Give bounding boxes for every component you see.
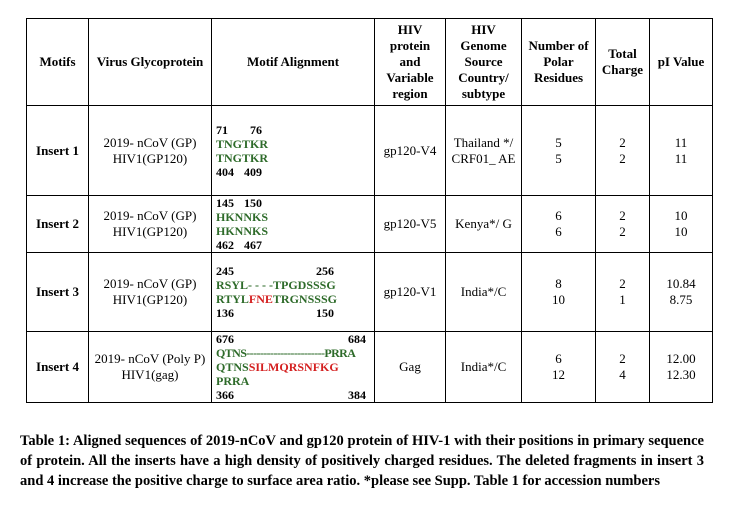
charge-value-1: 2: [619, 351, 626, 366]
header-hiv-region: HIV protein and Variable region: [375, 19, 446, 106]
sequence-hiv: TNGTKR: [216, 150, 269, 165]
polar-cell: [522, 332, 596, 403]
polar-cell: [522, 253, 596, 332]
sequence-hiv: HKNNKS: [216, 224, 269, 238]
sequence-ncov: TNGTKR: [216, 136, 269, 151]
pi-value-2: 12.30: [666, 367, 696, 382]
pos-start: 136: [216, 306, 234, 320]
polar-value-2: 5: [555, 150, 562, 166]
polar-value-2: 10: [552, 292, 565, 307]
polar-value-1: 6: [555, 351, 562, 366]
position-line-top: [216, 332, 366, 346]
deleted-fragment: FNE: [248, 292, 273, 306]
charge-cell: [596, 196, 650, 253]
table-row: [27, 253, 713, 332]
pos-end: 384: [348, 388, 366, 402]
pi-value-1: 10: [674, 208, 688, 223]
source-cell: India*/C: [446, 253, 522, 332]
region-cell: Gag: [375, 332, 446, 403]
pos-start: 145: [216, 196, 234, 210]
pos-start: 366: [216, 388, 234, 402]
header-row: [27, 19, 713, 106]
position-line-bottom: [216, 238, 262, 252]
polar-value-2: 12: [552, 367, 565, 382]
header-motif-alignment: Motif Alignment: [212, 19, 375, 106]
position-line-bottom: [216, 388, 366, 402]
pi-cell: [650, 196, 713, 253]
deleted-fragment: SILMQRSNFKG: [248, 360, 339, 374]
alignment-cell: [212, 106, 375, 196]
pos-end: 467: [244, 238, 262, 252]
alignment-table: [26, 18, 713, 403]
alignment-cell: [212, 196, 375, 253]
header-pi-value: pI Value: [650, 19, 713, 106]
virus-name-1: 2019- nCoV (GP): [103, 134, 197, 150]
sequence-hiv: [216, 360, 371, 388]
region-cell: gp120-V1: [375, 253, 446, 332]
pos-start: 71: [216, 122, 228, 137]
alignment-cell: [212, 253, 375, 332]
source-cell: India*/C: [446, 332, 522, 403]
table-row: [27, 106, 713, 196]
polar-value-1: 8: [555, 276, 562, 291]
polar-cell: [522, 106, 596, 196]
sequence-segment: RTYL: [216, 292, 249, 306]
pos-end: 409: [244, 164, 262, 179]
pos-start: 462: [216, 238, 234, 252]
polar-value-2: 6: [555, 224, 562, 239]
polar-cell: [522, 196, 596, 253]
region-cell: gp120-V4: [375, 106, 446, 196]
pos-end: 256: [316, 264, 334, 278]
polar-value-1: 6: [555, 208, 562, 223]
pi-cell: [650, 106, 713, 196]
pi-value-2: 8.75: [669, 292, 693, 307]
pos-start: 404: [216, 164, 234, 179]
motif-cell: Insert 3: [27, 253, 89, 332]
charge-value-1: 2: [619, 276, 626, 291]
source-cell: Thailand */ CRF01_ AE: [446, 106, 522, 196]
alignment-cell: [212, 332, 375, 403]
sequence-hiv: [216, 292, 371, 306]
header-hiv-source: HIV Genome Source Country/ subtype: [446, 19, 522, 106]
charge-cell: [596, 106, 650, 196]
pi-cell: [650, 332, 713, 403]
table-caption: Table 1: Aligned sequences of 2019-nCoV and gp120 protein of HIV-1 with their positions in primary sequence of protein. All the inserts have a high density of positively charged residues. The deleted fragments in insert 3 and 4 increase the positive charge to surface area ratio. *please see Supp. Table 1 for accession numbers: [20, 433, 704, 489]
virus-name-1: 2019- nCoV (GP): [103, 208, 197, 223]
table-row: [27, 196, 713, 253]
position-line-top: [216, 264, 334, 278]
motif-cell: Insert 4: [27, 332, 89, 403]
virus-cell: [89, 106, 212, 196]
sequence-segment: PRRA: [216, 374, 250, 388]
table-row: [27, 332, 713, 403]
charge-value-2: 1: [619, 292, 626, 307]
sequence-segment: QTNS: [216, 360, 249, 374]
charge-value-1: 2: [619, 134, 626, 150]
pi-value-2: 10: [674, 224, 688, 239]
virus-cell: [89, 332, 212, 403]
source-cell: Kenya*/ G: [446, 196, 522, 253]
virus-name-1: 2019- nCoV (Poly P): [94, 351, 206, 366]
virus-name-1: 2019- nCoV (GP): [103, 276, 197, 291]
pos-start: 245: [216, 264, 234, 278]
sequence-ncov: HKNNKS: [216, 210, 269, 224]
polar-value-1: 5: [555, 134, 562, 150]
charge-value-2: 2: [619, 224, 626, 239]
region-cell: gp120-V5: [375, 196, 446, 253]
virus-cell: [89, 196, 212, 253]
header-total-charge: Total Charge: [596, 19, 650, 106]
pi-value-1: 11: [674, 134, 688, 150]
header-motifs: Motifs: [27, 19, 89, 106]
motif-cell: Insert 1: [27, 106, 89, 196]
virus-name-2: HIV1(gag): [121, 367, 179, 382]
pos-end: 684: [348, 332, 366, 346]
pi-cell: [650, 253, 713, 332]
virus-name-2: HIV1(GP120): [112, 224, 188, 239]
pi-value-1: 12.00: [666, 351, 696, 366]
position-line-top: [216, 123, 262, 137]
charge-value-2: 2: [619, 150, 626, 166]
charge-cell: [596, 253, 650, 332]
pi-value-1: 10.84: [666, 276, 696, 291]
motif-cell: Insert 2: [27, 196, 89, 253]
sequence-ncov: RSYL- - - -TPGDSSSG: [216, 278, 336, 292]
charge-cell: [596, 332, 650, 403]
virus-name-2: HIV1(GP120): [112, 150, 188, 166]
position-line-bottom: [216, 165, 262, 179]
sequence-ncov: QTNS-----------------------PRRA: [216, 346, 356, 360]
pos-start: 676: [216, 332, 234, 346]
header-virus-glycoprotein: Virus Glycoprotein: [89, 19, 212, 106]
charge-value-2: 4: [619, 367, 626, 382]
header-polar-residues: Number of Polar Residues: [522, 19, 596, 106]
pi-value-2: 11: [674, 150, 688, 166]
pos-end: 76: [250, 122, 262, 137]
pos-end: 150: [316, 306, 334, 320]
sequence-segment: TRGNSSSG: [272, 292, 337, 306]
pos-end: 150: [244, 196, 262, 210]
virus-name-2: HIV1(GP120): [112, 292, 188, 307]
position-line-bottom: [216, 306, 334, 320]
charge-value-1: 2: [619, 208, 626, 223]
position-line-top: [216, 196, 262, 210]
virus-cell: [89, 253, 212, 332]
